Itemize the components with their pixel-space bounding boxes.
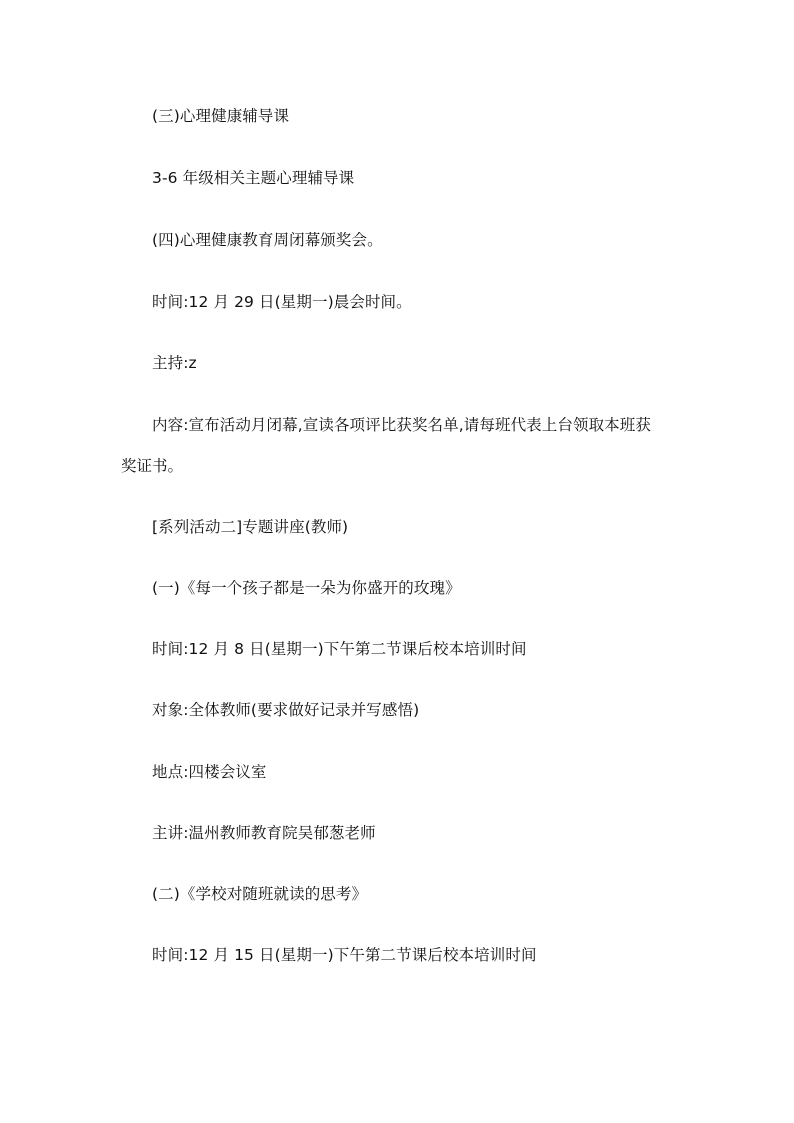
section-heading-closing-ceremony: (四)心理健康教育周闭幕颁奖会。 xyxy=(152,231,383,249)
grade-range-paragraph: 3-6 年级相关主题心理辅导课 xyxy=(152,169,355,187)
lecture-one-audience: 对象:全体教师(要求做好记录并写感悟) xyxy=(152,701,420,719)
series-activity-two-heading: [系列活动二]专题讲座(教师) xyxy=(152,518,349,536)
lecture-one-title: (一)《每一个孩子都是一朵为你盛开的玫瑰》 xyxy=(152,579,461,597)
lecture-one-location: 地点:四楼会议室 xyxy=(152,763,267,781)
section-heading-psych-counseling-class: (三)心理健康辅导课 xyxy=(152,107,290,125)
lecture-one-time: 时间:12 月 8 日(星期一)下午第二节课后校本培训时间 xyxy=(152,640,527,658)
lecture-one-speaker: 主讲:温州教师教育院吴郁葱老师 xyxy=(152,824,376,842)
lecture-two-title: (二)《学校对随班就读的思考》 xyxy=(152,885,368,903)
host-paragraph: 主持:z xyxy=(152,354,197,372)
content-paragraph-line1: 内容:宣布活动月闭幕,宣读各项评比获奖名单,请每班代表上台领取本班获 xyxy=(152,416,651,434)
lecture-two-time: 时间:12 月 15 日(星期一)下午第二节课后校本培训时间 xyxy=(152,946,537,964)
ceremony-time-paragraph: 时间:12 月 29 日(星期一)晨会时间。 xyxy=(152,293,412,311)
content-paragraph-line2: 奖证书。 xyxy=(121,457,184,475)
